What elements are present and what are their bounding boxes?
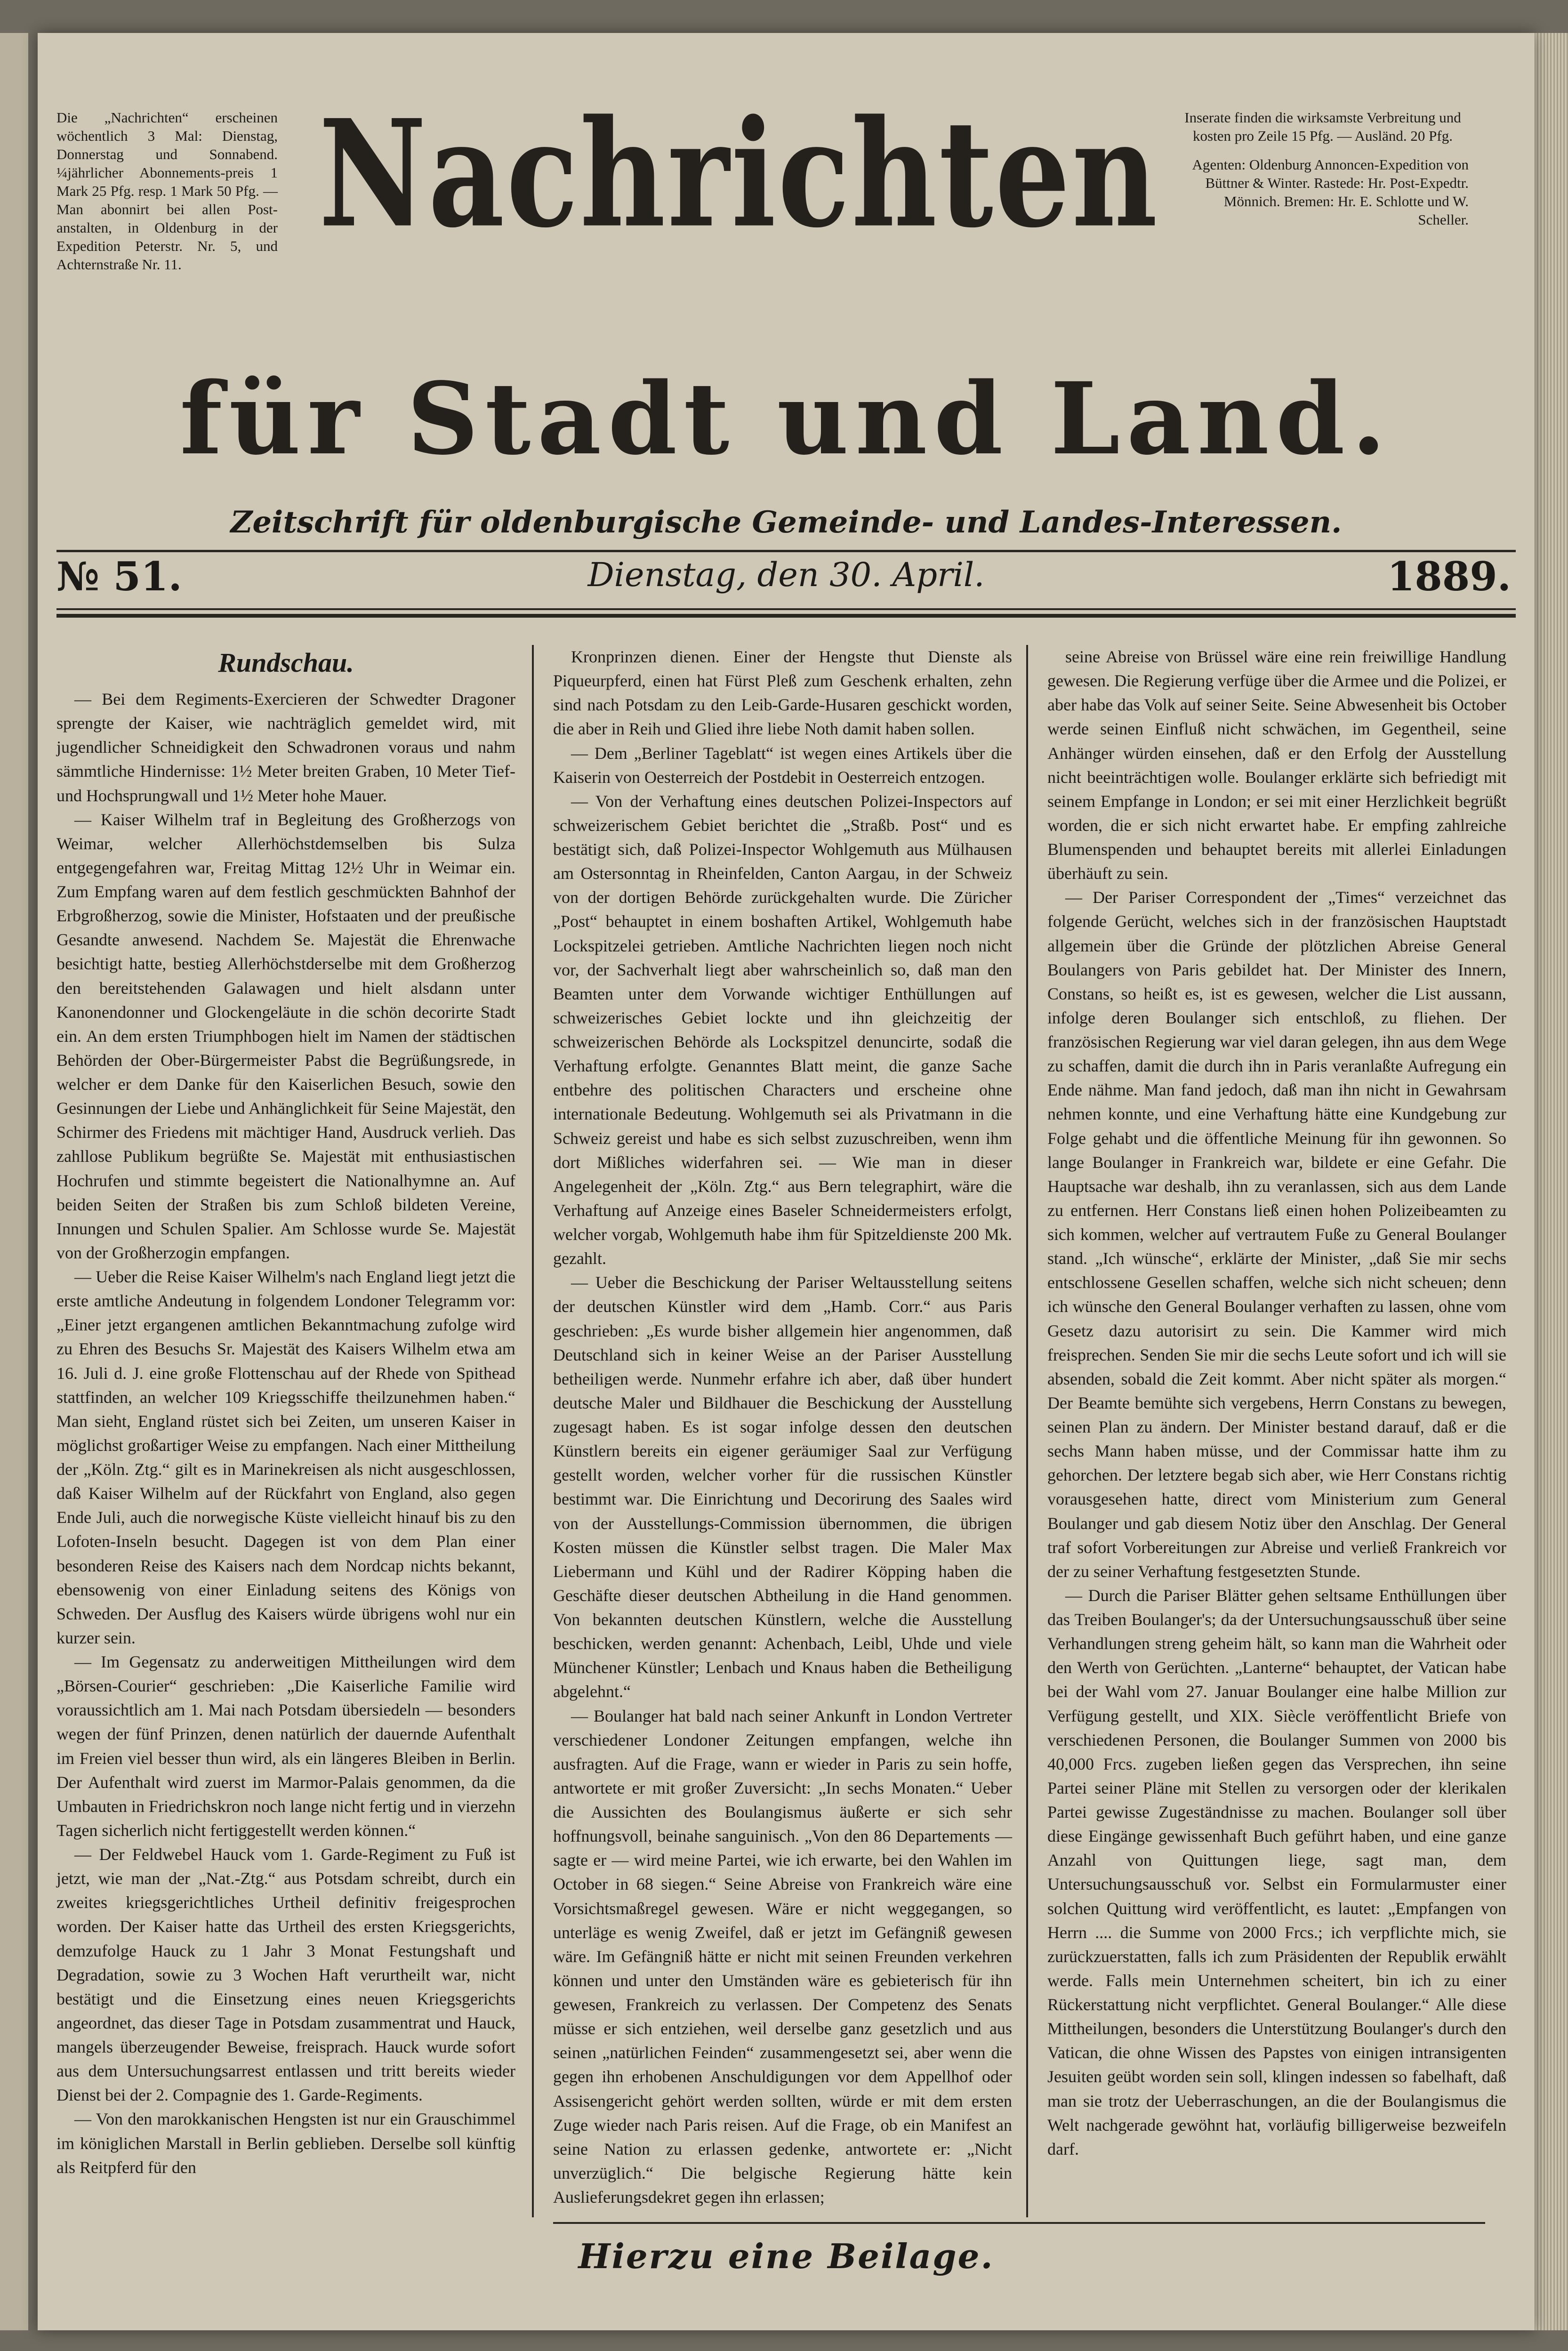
article-paragraph: — Der Feldwebel Hauck vom 1. Garde-Regiment zu Fuß ist jetzt, wie man der „Nat.-Ztg.“ aus Potsdam schreibt, durch ein zweites kriegsgerichtliches Urtheil definitiv freigesprochen worden. Der Kaiser hatte das Urtheil des ersten Kriegsgerichts, demzufolge Hauck zu 1 Jahr 3 Monat Festungshaft und Degradation, sowie zu 3 Wochen Haft verurtheilt war, nicht bestätigt und die Einsetzung eines neuen Kriegsgerichts angeordnet, das dieser Tage in Potsdam zusammentrat und Hauck, mangels überzeugender Beweise, freisprach. Hauck wurde sofort aus dem Untersuchungsarrest entlassen und tritt bereits wieder Dienst bei der 2. Compagnie des 1. Garde-Regiments. [56, 1845, 515, 2105]
article-paragraph: — Durch die Pariser Blätter gehen seltsame Enthüllungen über das Treiben Boulanger's; da der Untersuchungsausschuß über seine Verhandlungen streng geheim hält, so kann man die Wahrheit oder den Werth von Gerüchten. „Lanterne“ behauptet, der Vatican habe bei der Wahl vom 27. Januar Boulanger eine halbe Million zur Verfügung gestellt, und XIX. Siècle veröffentlicht Briefe von verschiedenen Personen, die Boulanger Summen von 2000 bis 40,000 Frcs. zugeben ließen gegen das Versprechen, ihn seine Partei seiner Pläne mit Stellen zu versorgen oder der klerikalen Partei gewisse Zugeständnisse zu machen. Boulanger soll über diese Eingänge gewissenhaft Buch geführt haben, und eine ganze Anzahl von Quittungen liege, sagt man, dem Untersuchungsausschuß vor. Selbst ein Formularmuster einer solchen Quittung wird veröffentlicht, es lautet: „Empfangen von Herrn .... die Summe von 2000 Frcs.; ich verpflichte mich, sie zurückzuerstatten, falls ich zum Präsidenten der Republik erwählt werde. Falls mein Unternehmen scheitert, bin ich zu einer Rückerstattung nicht verpflichtet. General Boulanger.“ Alle diese Mittheilungen, besonders die Unterstützung Boulanger's durch den Vatican, die ohne Wissen des Papstes von einigen intransigenten Jesuiten geübt worden sein soll, klingen indessen so fabelhaft, daß man sie trotz der Ueberraschungen, an die der Boulangismus die Welt nachgerade gewöhnt hat, vorläufig billigerweise bezweifeln darf. [1047, 1586, 1506, 2158]
subscription-info-box: Die „Nachrichten“ erscheinen wöchentlich 3 Mal: Dienstag, Donnerstag und Sonnabend. ¼jährlicher Abonnements-preis 1 Mark 25 Pfg. resp. 1 Mark 50 Pfg. — Man abonnirt bei allen Post-anstalten, in Oldenburg in der Expedition Peterstr. Nr. 5, und Achternstraße Nr. 11. [56, 109, 278, 273]
masthead-subtitle: für Stadt und Land. [179, 361, 1393, 477]
header-rule-top [56, 550, 1516, 552]
article-paragraph: Kronprinzen dienen. Einer der Hengste thut Dienste als Piqueurpferd, einen hat Fürst Pleß zum Geschenk erhalten, zehn sind nach Potsdam zu den Leib-Garde-Husaren geschickt worden, die aber in Reih und Glied ihre liebe Noth damit haben sollen. [553, 647, 1012, 739]
column-3 [1047, 645, 1506, 2161]
article-paragraph: — Dem „Berliner Tageblatt“ ist wegen eines Artikels über die Kaiserin von Oesterreich der Postdebit in Oesterreich entzogen. [553, 743, 1012, 787]
article-paragraph: seine Abreise von Brüssel wäre eine rein freiwillige Handlung gewesen. Die Regierung verfüge über die Armee und die Polizei, er aber habe das Volk auf seiner Seite. Seine Abwesenheit bis October werde seinen Einfluß nicht schwächen, im Gegentheil, seine Anhänger würden einsehen, daß er den Erfolg der Ausstellung nicht beeinträchtigen wolle. Boulanger erklärte sich befriedigt mit seinem Empfange in London; er sei mit einer Herzlichkeit begrüßt worden, die er sich nicht erwartet habe. Er empfing zahlreiche Blumenspenden und behauptet bereits mit allerlei Einladungen überhäuft zu sein. [1047, 647, 1506, 883]
article-paragraph: — Ueber die Reise Kaiser Wilhelm's nach England liegt jetzt die erste amtliche Andeutung in folgendem Londoner Telegramm vor: „Einer jetzt ergangenen amtlichen Bekanntmachung zufolge wird zu Ehren des Besuchs Sr. Majestät des Kaisers Wilhelm etwa am 16. Juli d. J. eine große Flottenschau auf der Rhede von Spithead stattfinden, an welcher 109 Kriegsschiffe theilzunehmen haben.“ Man sieht, England rüstet sich bei Zeiten, um unseren Kaiser in möglichst großartiger Weise zu empfangen. Nach einer Mittheilung der „Köln. Ztg.“ gilt es in Marinekreisen als nicht ausgeschlossen, daß Kaiser Wilhelm auf der Rückfahrt von England, also gegen Ende Juli, auch die norwegische Küste vielleicht hinauf bis zu den Lofoten-Inseln besucht. Dagegen ist von dem Plan einer besonderen Reise des Kaisers nach dem Nordcap nichts bekannt, ebensowenig von einer Einladung seitens des Königs von Schweden. Der Ausflug des Kaisers würde übrigens wohl nur ein kurzer sein. [56, 1267, 515, 1647]
article-paragraph: — Der Pariser Correspondent der „Times“ verzeichnet das folgende Gerücht, welches sich in der französischen Hauptstadt allgemein über die Gründe der plötzlichen Abreise General Boulangers von Paris gebildet hat. Der Minister des Innern, Constans, so heißt es, ist es gewesen, welcher die List aussann, infolge deren Boulanger sich entschloß, zu fliehen. Der französischen Regierung war viel daran gelegen, ihn aus dem Wege zu schaffen, damit die durch ihn in Paris veranlaßte Aufregung ein Ende nähme. Man fand jedoch, daß man ihn nicht in Gewahrsam nehmen konnte, und eine Verhaftung hätte eine Kundgebung zur Folge gehabt und die öffentliche Meinung für ihn gewonnen. So lange Boulanger in Frankreich war, bildete er eine Gefahr. Die Hauptsache war deshalb, ihn zu veranlassen, sich aus dem Lande zu entfernen. Herr Constans ließ einen hohen Polizeibeamten zu sich kommen, welcher auf vertrautem Fuße zu General Boulanger stand. „Ich wünsche“, erklärte der Minister, „daß Sie mir sechs entschlossene Gesellen schaffen, welche sich nicht scheuen; denn ich wünsche den General Boulanger verhaften zu lassen, ohne vom Gesetz dazu autorisirt zu sein. Die Kammer wird mich freisprechen. Senden Sie mir die sechs Leute sofort und ich will sie absenden, sobald die Zeit kommt. Aber nicht später als morgen.“ Der Beamte bemühte sich vergebens, Herrn Constans zu bewegen, seinen Plan zu ändern. Der Minister bestand darauf, daß er die sechs Mann haben müsse, und der Commissar hatte ihm zu gehorchen. Der letztere begab sich aber, wie Herr Constans richtig vorausgesehen hatte, direct vom Ministerium zum General Boulanger und gab diesem Notiz über den Anschlag. Der General traf sofort Vorbereitungen zur Abreise und verließ Frankreich vor der zu seiner Verhaftung festgesetzten Stunde. [1047, 888, 1506, 1581]
advertising-info-box [1177, 108, 1469, 229]
issue-date: Dienstag, den 30. April. [587, 556, 985, 594]
section-heading: Rundschau. [218, 647, 354, 678]
column-1 [56, 645, 515, 2180]
article-paragraph: — Im Gegensatz zu anderweitigen Mittheilungen wird dem „Börsen-Courier“ geschrieben: „Die Kaiserliche Familie wird voraussichtlich am 1. Mai nach Potsdam übersiedeln — besonders wegen der fünf Prinzen, denen natürlich der dauernde Aufenthalt im Freien viel besser thun wird, als ein längeres Bleiben in Berlin. Der Aufenthalt wird zuerst im Marmor-Palais genommen, da die Umbauten in Friedrichskron noch lange nicht fertig und in vierzehn Tagen sicherlich nicht fertiggestellt werden können.“ [56, 1652, 515, 1840]
agents-list: Agenten: Oldenburg Annoncen-Expedition von Büttner & Winter. Rastede: Hr. Post-Expedtr. Mönnich. Bremen: Hr. E. Schlotte und W. Scheller. [1192, 156, 1469, 228]
column-divider [1026, 645, 1028, 2217]
masthead-title: Nachrichten [319, 87, 1159, 260]
article-paragraph: — Von den marokkanischen Hengsten ist nur ein Grauschimmel im königlichen Marstall in Berlin geblieben. Derselbe soll künftig als Reitpferd für den [56, 2109, 515, 2177]
article-paragraph: — Ueber die Beschickung der Pariser Weltausstellung seitens der deutschen Künstler wird dem „Hamb. Corr.“ aus Paris geschrieben: „Es wurde bisher allgemein hier angenommen, daß Deutschland sich in keiner Weise an der Pariser Ausstellung betheiligen werde. Nunmehr erfahre ich aber, daß über hundert deutsche Maler und Bildhauer die Beschickung der Ausstellung zugesagt haben. Es ist sogar infolge dessen den deutschen Künstlern bereits ein eigener geräumiger Saal zur Verfügung gestellt worden, welcher vorher für die russischen Künstler bestimmt war. Die Einrichtung und Decorirung des Saales wird von der Ausstellungs-Commission übernommen, die übrigen Kosten müssen die Künstler selbst tragen. Die Maler Max Liebermann und Kühl und der Radirer Köpping haben die Geschäfte dieser deutschen Abtheilung in die Hand genommen. Von bekannten deutschen Künstlern, welche die Ausstellung beschicken, werden genannt: Achenbach, Leibl, Uhde und viele Münchener Künstler; Lenbach und Knaus haben die Betheiligung abgelehnt.“ [553, 1273, 1012, 1701]
page-stack-edge [1530, 33, 1568, 2330]
article-paragraph: — Boulanger hat bald nach seiner Ankunft in London Vertreter verschiedener Londoner Zeitungen empfangen, welche ihn ausfragten. Auf die Frage, wann er wieder in Paris zu sein hoffe, antwortete er mit großer Zuversicht: „In sechs Monaten.“ Ueber die Aussichten des Boulangismus äußerte er sich sehr hoffnungsvoll, beinahe sanguinisch. „Von den 86 Departements — sagte er — wird meine Partei, wie ich erwarte, bei den Wahlen im October in 68 siegen.“ Seine Abreise von Frankreich wäre eine Vorsichtsmaßregel gewesen. Wäre er nicht weggegangen, so unterläge es wenig Zweifel, daß er jetzt im Gefängniß gewesen wäre. Im Gefängniß hätte er nicht mit seinen Freunden verkehren können und unter den Umständen wäre es gebieterisch für ihn gewesen, Frankreich zu verlassen. Der Competenz des Senats müsse er sich entziehen, weil derselbe ganz gesetzlich und aus seinen „natürlichen Feinden“ zusammengesetzt sei, aber wenn die gegen ihn erhobenen Anschuldigungen vor dem Appellhof oder Assisengericht gehört werden sollten, würde er mit dem ersten Zuge wieder nach Paris reisen. Auf die Frage, ob ein Manifest an seine Nation zu erlassen gedenke, antwortete er: „Nicht unverzüglich.“ Die belgische Regierung hätte kein Auslieferungsdekret gegen ihn erlassen; [553, 1706, 1012, 2206]
advertising-rates: Inserate finden die wirksamste Verbreitung und kosten pro Zeile 15 Pfg. — Ausländ. 20 Pfg. [1184, 109, 1461, 144]
column-2 [553, 645, 1012, 2209]
article-paragraph: — Von der Verhaftung eines deutschen Polizei-Inspectors auf schweizerischem Gebiet berichtet die „Straßb. Post“ und es bestätigt sich, daß Polizei-Inspector Wohlgemuth aus Mülhausen am Ostersonntag in Rheinfelden, Canton Aargau, in der Schweiz von der dortigen Behörde zurückgehalten wurde. Die Züricher „Post“ behauptet in einem boshaften Artikel, Wohlgemuth habe Lockspitzelei getrieben. Amtliche Nachrichten liegen noch nicht vor, der Sachverhalt liegt aber wahrscheinlich so, daß man den Beamten unter dem Vorwande wichtiger Enthüllungen auf schweizerisches Gebiet lockte und ihn gleichzeitig der schweizerischen Behörde als Lockspitzel denuncirte, sodaß die Verhaftung erfolgte. Genanntes Blatt meint, die ganze Sache entbehre des politischen Characters und erscheine ohne internationale Bedeutung. Wohlgemuth sei als Privatmann in die Schweiz gereist und habe es sich selbst zuzuschreiben, wenn ihm dort Mißliches widerfahren sei. — Wie man in dieser Angelegenheit der „Köln. Ztg.“ aus Bern telegraphirt, wäre die Verhaftung auf Anzeige eines Baseler Schneidermeisters erfolgt, welcher vorgab, Wohlgemuth habe ihm für Spitzeldienste 200 Mk. gezahlt. [553, 791, 1012, 1268]
column-divider [532, 645, 534, 2217]
article-paragraph: — Kaiser Wilhelm traf in Begleitung des Großherzogs von Weimar, welcher Allerhöchstdemselben bis Sulza entgegengefahren war, Freitag Mittag 12½ Uhr in Weimar ein. Zum Empfang waren auf dem festlich geschmückten Bahnhof der Erbgroßherzog, sowie die Minister, Hofstaaten und der preußische Gesandte anwesend. Nachdem Se. Majestät die Ehrenwache besichtigt hatte, bestieg Allerhöchstderselbe mit dem Großherzog den bereitstehenden Galawagen und hielt alsdann unter Kanonendonner und Glockengeläute in die schön decorirte Stadt ein. An dem ersten Triumphbogen hielt im Namen der städtischen Behörden der Ober-Bürgermeister Pabst die Begrüßungsrede, in welcher er dem Danke für den Kaiserlichen Besuch, sowie den Gesinnungen der Liebe und Anhänglichkeit für Seine Majestät, den Schirmer des Friedens mit mächtiger Hand, Ausdruck verlieh. Das zahllose Publikum begrüßte Se. Majestät mit enthusiastischen Hochrufen und stimmte begeistert die Nationalhymne an. Auf beiden Seiten der Straßen bis zum Schloß bildeten Vereine, Innungen und Schulen Spalier. Am Schlosse wurde Se. Majestät von der Großherzogin empfangen. [56, 810, 515, 1262]
header-rule-middle [56, 608, 1516, 610]
issue-year: 1889. [1387, 553, 1511, 600]
issue-line [56, 553, 1516, 605]
article-paragraph: — Bei dem Regiments-Exercieren der Schwedter Dragoner sprengte der Kaiser, wie nachträglich gemeldet wird, mit jugendlicher Schneidigkeit den Schwadronen voraus und nahm sämmtliche Hindernisse: 1½ Meter breiten Graben, 10 Meter Tief- und Hochsprungwall und 1½ Meter hohe Mauer. [56, 690, 515, 805]
adjacent-page-edge [0, 33, 28, 2330]
publication-subtitle: Zeitschrift für oldenburgische Gemeinde- und Landes-Interessen. [230, 505, 1342, 540]
footer-rule [553, 2222, 1485, 2224]
newspaper-page [38, 33, 1535, 2330]
header-rule-bottom [56, 614, 1516, 618]
supplement-notice: Hierzu eine Beilage. [578, 2236, 994, 2276]
issue-number: № 51. [56, 553, 182, 600]
